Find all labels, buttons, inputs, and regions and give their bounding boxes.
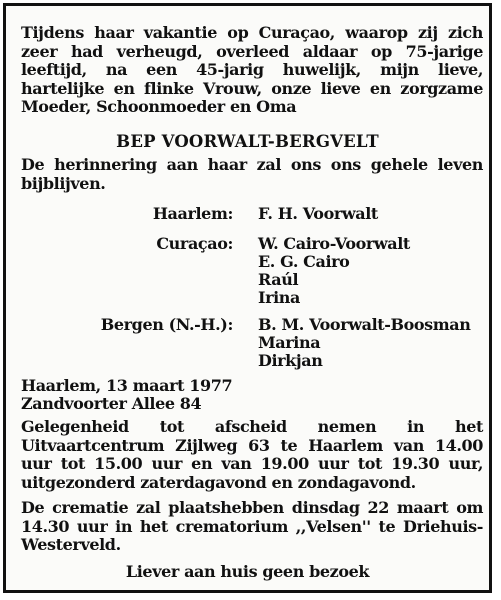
family-place: Curaçao: [156,234,233,253]
family-row [6,315,489,333]
family-row [6,351,489,369]
family-member: W. Cairo-Voorwalt [258,234,410,253]
intro-paragraph: Tijdens haar vakantie op Curaçao, waarop zij zich zeer had verheugd, overleed aldaar op 75-jarige leeftijd, na een 45-jarig huwelijk, mijn lieve, hartelijke en flinke Vrouw, onze lieve en zorgzame Moeder, Schoonmoeder en Oma [21,23,483,116]
cremation-paragraph: De crematie zal plaatshebben dinsdag 22 maart om 14.30 uur in het crematorium ,,Velsen'' te Driehuis-Westerveld. [21,498,483,554]
family-row [6,234,489,252]
family-row [6,270,489,288]
obituary-notice [3,3,492,593]
family-member: Irina [258,288,300,307]
family-row [6,333,489,351]
family-member: Dirkjan [258,351,323,370]
date-place: Haarlem, 13 maart 1977 [21,376,233,395]
family-member: E. G. Cairo [258,252,350,271]
family-member: Raúl [258,270,299,289]
family-row [6,288,489,306]
memory-paragraph: De herinnering aan haar zal ons ons gehele leven bijblijven. [21,155,483,193]
family-place: Bergen (N.-H.): [100,315,233,334]
deceased-name: BEP VOORWALT-BERGVELT [116,132,379,151]
family-member: B. M. Voorwalt-Boosman [258,315,471,334]
family-member: F. H. Voorwalt [258,204,378,223]
address: Zandvoorter Allee 84 [21,394,202,413]
family-member: Marina [258,333,321,352]
family-row [6,252,489,270]
closing-line: Liever aan huis geen bezoek [125,562,370,581]
family-place: Haarlem: [152,204,233,223]
farewell-paragraph: Gelegenheid tot afscheid nemen in het Uitvaartcentrum Zijlweg 63 te Haarlem van 14.00 uur tot 15.00 uur en van 19.00 uur tot 19.30 uur, uitgezonderd zaterdagavond en zondagavond. [21,417,483,492]
family-row [6,204,489,222]
